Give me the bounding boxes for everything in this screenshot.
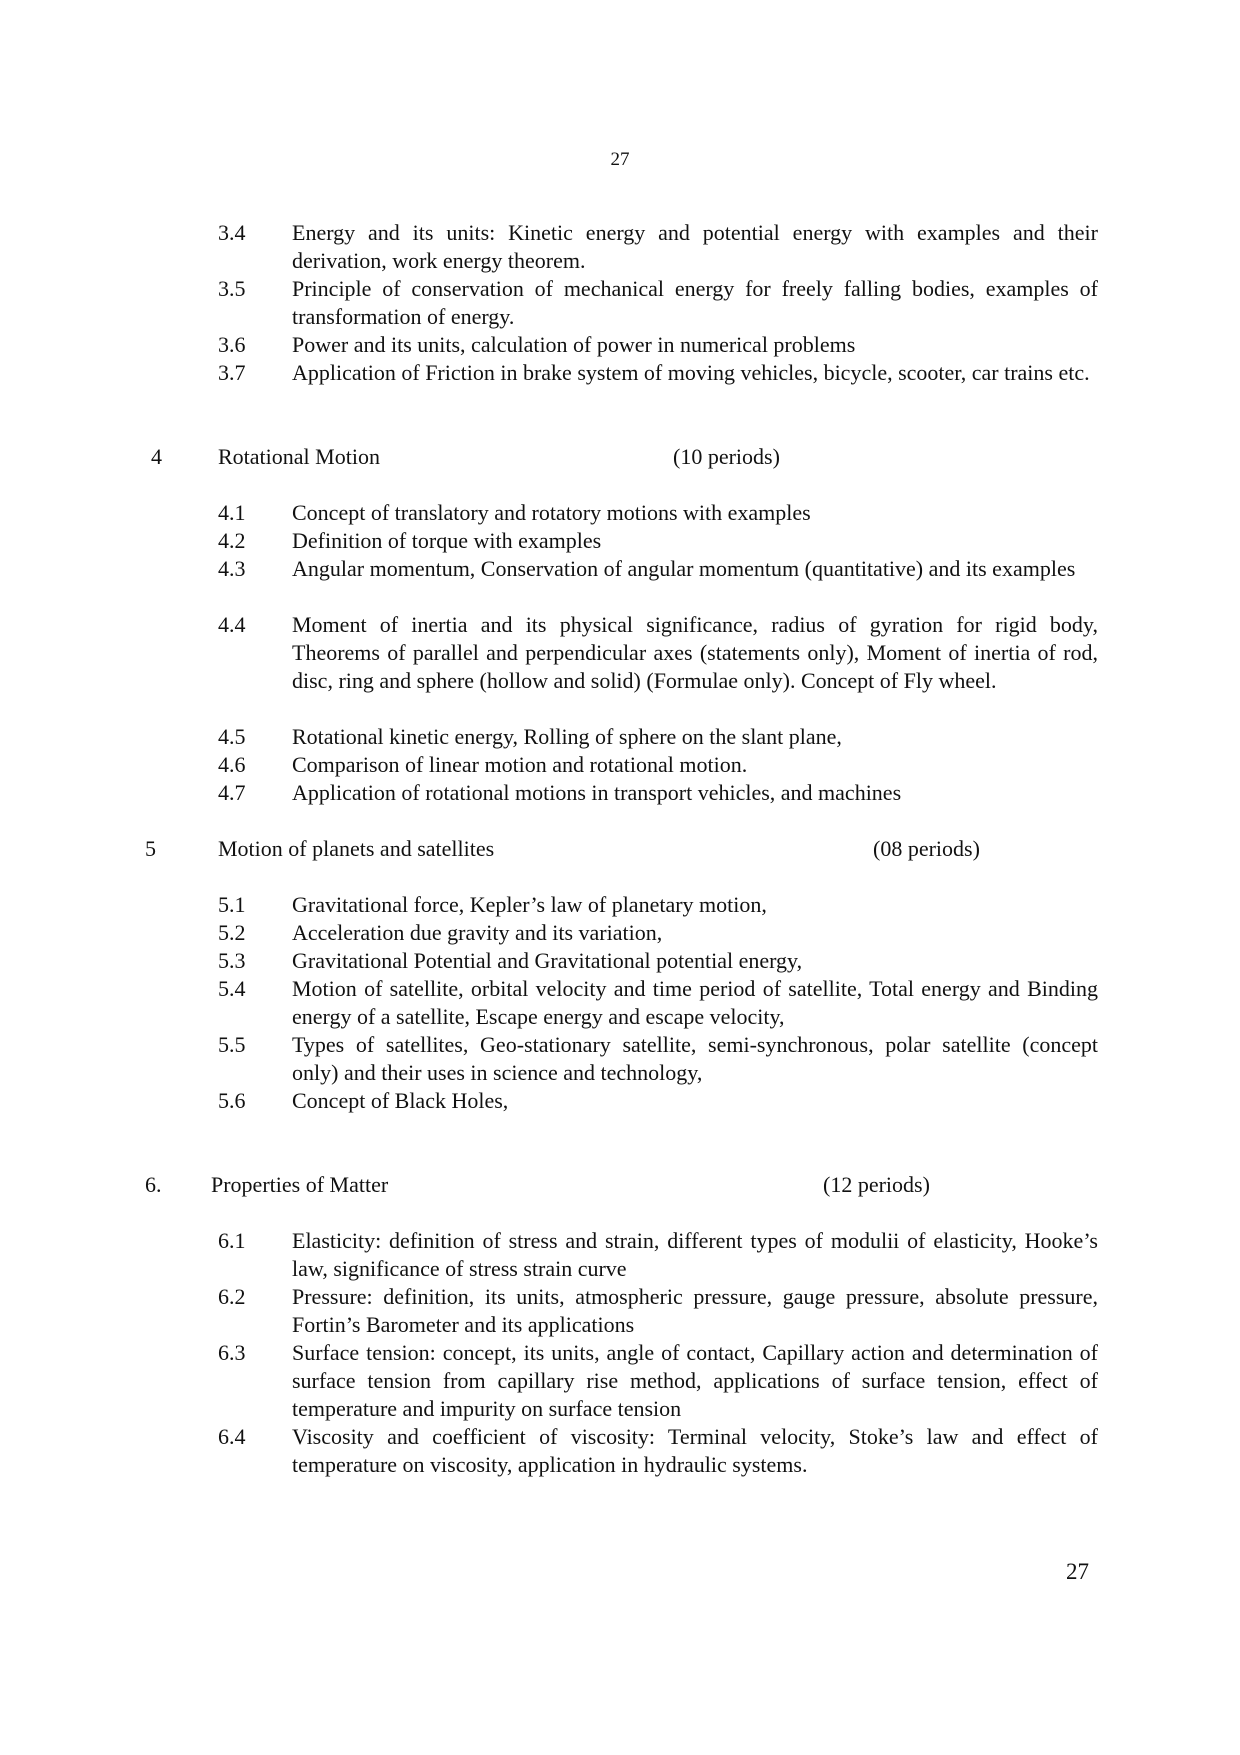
item-text: Moment of inertia and its physical significance, radius of gyration for rigid body, Theorems of parallel and perpendicular axes (statements only), Moment of inertia of rod, disc, ring and sphere (hollow and solid) (Formulae only). Concept of Fly wheel.: [292, 612, 1098, 693]
item-text: Comparison of linear motion and rotational motion.: [292, 752, 748, 777]
item-number: 3.4: [218, 220, 246, 245]
section-title: Motion of planets and satellites: [218, 836, 495, 861]
item-text: Rotational kinetic energy, Rolling of sphere on the slant plane,: [292, 724, 842, 749]
item-text: Concept of Black Holes,: [292, 1088, 509, 1113]
item-number: 4.4: [218, 612, 246, 637]
item-number: 3.6: [218, 332, 246, 357]
section-number: 6.: [145, 1172, 162, 1197]
page-number-bottom: 27: [1066, 1559, 1089, 1584]
section-heading: [0, 443, 1240, 471]
item-text: Application of Friction in brake system of moving vehicles, bicycle, scooter, car trains etc.: [292, 360, 1090, 385]
item-number: 4.5: [218, 724, 246, 749]
item-text: Types of satellites, Geo-stationary satellite, semi-synchronous, polar satellite (concept only) and their uses in science and technology,: [292, 1032, 1098, 1085]
item-text: Angular momentum, Conservation of angular momentum (quantitative) and its examples: [292, 556, 1076, 581]
item-number: 5.5: [218, 1032, 246, 1057]
section-number: 4: [151, 444, 162, 469]
section-periods: (08 periods): [873, 836, 980, 861]
item-number: 5.6: [218, 1088, 246, 1113]
item-text: Principle of conservation of mechanical energy for freely falling bodies, examples of transformation of energy.: [292, 276, 1098, 329]
item-text: Power and its units, calculation of power in numerical problems: [292, 332, 856, 357]
item-number: 4.1: [218, 500, 246, 525]
item-number: 3.5: [218, 276, 246, 301]
section-periods: (10 periods): [673, 444, 780, 469]
section-title: Rotational Motion: [218, 444, 380, 469]
item-text: Gravitational Potential and Gravitational potential energy,: [292, 948, 803, 973]
item-number: 5.3: [218, 948, 246, 973]
item-text: Viscosity and coefficient of viscosity: Terminal velocity, Stoke’s law and effect of temperature on viscosity, application in hydraulic systems.: [292, 1424, 1098, 1477]
item-text: Application of rotational motions in transport vehicles, and machines: [292, 780, 902, 805]
item-text: Acceleration due gravity and its variation,: [292, 920, 663, 945]
page-number-top: 27: [610, 149, 630, 170]
item-text: Surface tension: concept, its units, angle of contact, Capillary action and determination of surface tension from capillary rise method, applications of surface tension, effect of temperature and impurity on surface tension: [292, 1340, 1098, 1421]
item-number: 6.2: [218, 1284, 246, 1309]
item-text: Pressure: definition, its units, atmospheric pressure, gauge pressure, absolute pressure, Fortin’s Barometer and its applications: [292, 1284, 1098, 1337]
item-text: Energy and its units: Kinetic energy and potential energy with examples and their derivation, work energy theorem.: [292, 220, 1098, 273]
item-number: 6.4: [218, 1424, 246, 1449]
item-number: 3.7: [218, 360, 246, 385]
item-number: 4.3: [218, 556, 246, 581]
item-text: Elasticity: definition of stress and strain, different types of modulii of elasticity, Hooke’s law, significance of stress strain curve: [292, 1228, 1098, 1281]
item-text: Definition of torque with examples: [292, 528, 602, 553]
item-number: 6.3: [218, 1340, 246, 1365]
section-periods: (12 periods): [823, 1172, 930, 1197]
item-number: 4.2: [218, 528, 246, 553]
item-text: Concept of translatory and rotatory motions with examples: [292, 500, 811, 525]
section-heading: [0, 835, 1240, 863]
section-title: Properties of Matter: [211, 1172, 389, 1197]
item-number: 6.1: [218, 1228, 246, 1253]
item-number: 5.2: [218, 920, 246, 945]
section-number: 5: [145, 836, 156, 861]
item-number: 4.6: [218, 752, 246, 777]
item-number: 4.7: [218, 780, 246, 805]
item-number: 5.4: [218, 976, 246, 1001]
item-number: 5.1: [218, 892, 246, 917]
item-text: Motion of satellite, orbital velocity and time period of satellite, Total energy and Binding energy of a satellite, Escape energy and escape velocity,: [292, 976, 1098, 1029]
item-text: Gravitational force, Kepler’s law of planetary motion,: [292, 892, 767, 917]
section-heading: [0, 1171, 1240, 1199]
